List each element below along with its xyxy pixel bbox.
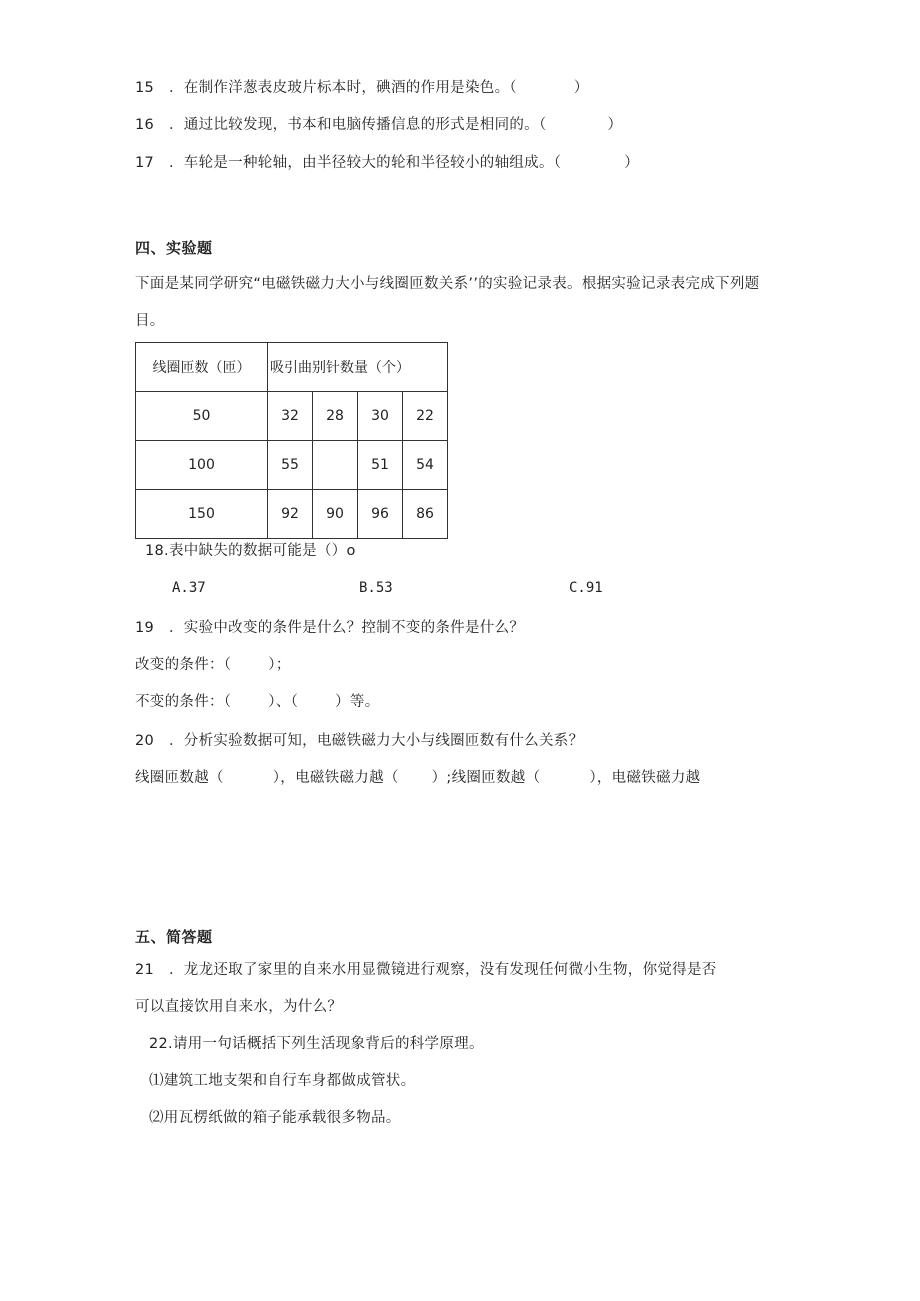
question-number: 19 xyxy=(135,620,155,636)
cell-value: 30 xyxy=(358,392,403,441)
cell-value: 90 xyxy=(313,490,358,539)
cell-value-missing xyxy=(313,441,358,490)
question-number: 21 xyxy=(135,962,155,978)
constant-blank-mid: ）、（ xyxy=(268,694,299,710)
cell-turns: 50 xyxy=(136,392,268,441)
question-22-item-1: ⑴建筑工地支架和自行车身都做成管状。 xyxy=(149,1073,416,1089)
question-text: ．分析实验数据可知，电磁铁磁力大小与线圈匝数有什么关系？ xyxy=(168,733,584,749)
answer-paren-close: ） xyxy=(624,155,640,171)
constant-blank-close: ）等。 xyxy=(335,694,380,710)
question-17 xyxy=(135,153,639,173)
answer-paren-close: ） xyxy=(573,80,589,96)
section-title-experiment: 四、实验题 xyxy=(135,239,213,257)
question-number: 20 xyxy=(135,733,155,749)
q20-part-a: 线圈匝数越（ xyxy=(135,770,224,786)
changed-label: 改变的条件：（ xyxy=(135,657,232,673)
section-intro-line2: 目。 xyxy=(135,313,165,329)
cell-value: 22 xyxy=(403,392,448,441)
constant-label: 不变的条件：（ xyxy=(135,694,232,710)
question-22-item-2: ⑵用瓦楞纸做的箱子能承载很多物品。 xyxy=(149,1110,401,1126)
changed-blank-close: ）； xyxy=(268,657,291,673)
cell-value: 54 xyxy=(403,441,448,490)
question-number: 16 xyxy=(135,117,155,133)
cell-value: 86 xyxy=(403,490,448,539)
q19-constant-line xyxy=(135,692,380,712)
question-text: ．通过比较发现，书本和电脑传播信息的形式是相同的。（ xyxy=(168,117,547,133)
q19-changed-line xyxy=(135,655,291,675)
header-clip-count: 吸引曲别针数量（个） xyxy=(268,343,448,392)
q20-part-c: ）;线圈匝数越（ xyxy=(431,770,541,786)
cell-value: 96 xyxy=(358,490,403,539)
q20-part-b: ），电磁铁磁力越（ xyxy=(272,770,399,786)
cell-value: 92 xyxy=(268,490,313,539)
question-15 xyxy=(135,78,589,98)
q20-part-d: ），电磁铁磁力越 xyxy=(589,770,701,786)
question-19 xyxy=(135,618,524,638)
question-18: 18.表中缺失的数据可能是（）o xyxy=(145,543,356,559)
question-text: ．在制作洋葱表皮玻片标本时，碘酒的作用是染色。（ xyxy=(168,80,517,96)
answer-paren-close: ） xyxy=(607,117,623,133)
cell-turns: 150 xyxy=(136,490,268,539)
header-coil-turns: 线圈匝数（匝） xyxy=(136,343,268,392)
question-21 xyxy=(135,960,717,980)
question-16 xyxy=(135,115,622,135)
q20-fill-line xyxy=(135,768,700,788)
cell-value: 32 xyxy=(268,392,313,441)
experiment-record-table xyxy=(135,342,448,539)
question-20 xyxy=(135,731,583,751)
question-21-line2: 可以直接饮用自来水，为什么？ xyxy=(135,999,343,1015)
section-title-short-answer: 五、简答题 xyxy=(135,928,213,946)
option-b: B.53 xyxy=(359,580,393,596)
question-number: 17 xyxy=(135,155,155,171)
cell-value: 28 xyxy=(313,392,358,441)
table-row xyxy=(136,392,448,441)
table-row xyxy=(136,490,448,539)
table-header-row xyxy=(136,343,448,392)
table-row xyxy=(136,441,448,490)
option-a: A.37 xyxy=(172,580,206,596)
cell-value: 55 xyxy=(268,441,313,490)
question-text: ．实验中改变的条件是什么？控制不变的条件是什么？ xyxy=(168,620,525,636)
question-number: 15 xyxy=(135,80,155,96)
cell-turns: 100 xyxy=(136,441,268,490)
option-c: C.91 xyxy=(569,580,603,596)
section-intro-line1: 下面是某同学研究“电磁铁磁力大小与线圈匝数关系’’的实验记录表。根据实验记录表完成下列题 xyxy=(135,276,760,292)
question-22: 22.请用一句话概括下列生活现象背后的科学原理。 xyxy=(149,1036,484,1052)
question-text: ．车轮是一种轮轴，由半径较大的轮和半径较小的轴组成。（ xyxy=(168,155,562,171)
cell-value: 51 xyxy=(358,441,403,490)
question-text: ．龙龙还取了家里的自来水用显微镜进行观察，没有发现任何微小生物，你觉得是否 xyxy=(168,962,717,978)
